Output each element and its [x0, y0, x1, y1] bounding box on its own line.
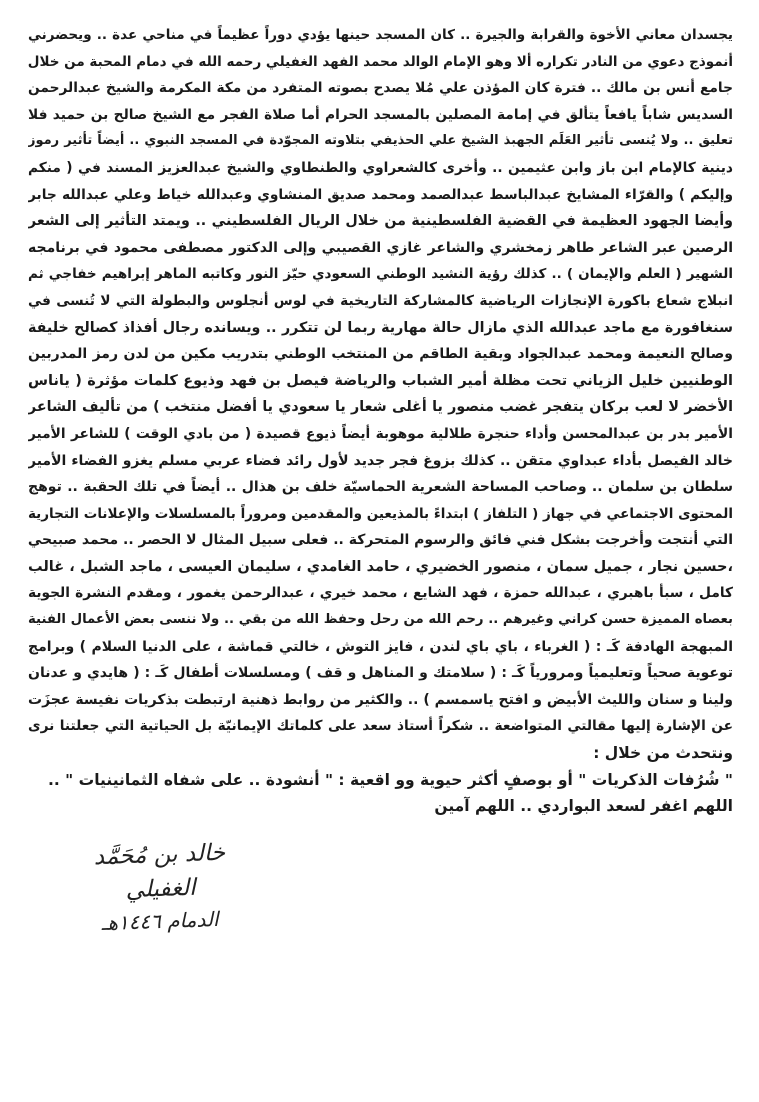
article-line: توعوية صحياً وتعليمياً ومرورياً كَـ : ( سلامتك و المناهل و قف ) ومسلسلات أطفال كَـ : ( هايدي و عدنان — [28, 665, 733, 682]
article-line: ونتحدث من خلال : — [593, 744, 733, 763]
article-line: التي أنتجت وأخرجت بشكل فني فائق والرسوم المتحركة .. فعلى سبيل المثال لا الحصر .. محمد صبيحي — [28, 532, 733, 549]
article-line: الرصين عبر الشاعر طاهر زمخشري والشاعر غازي القصيبي وإلى الدكتور مصطفى محمود في برنامجه — [28, 239, 733, 256]
article-line: تعليق .. ولا يُنسى تأثير العَلَم الجهبذ الشيخ علي الحذيفي بتلاوته المجوّدة في المسجد النبوي .. أيضاً تأثير رموز — [28, 133, 733, 149]
article-line: سنغافورة مع ماجد عبدالله الذي مازال حالة مهارية ربما لن تتكرر .. ويسانده رجال أفذاذ كصالح خليفة — [28, 319, 733, 336]
article-line: السديس شاباً يافعاً يتألق في إمامة المصلين بالمسجد الحرام أما صلاة الفجر مع الشيخ صالح بن حميد فلا — [28, 106, 733, 123]
article-line: أنموذج دعوي من النادر تكراره ألا وهو الإمام الوالد محمد الفهد الغفيلي رحمه الله في دمام المحبة من خلال — [28, 53, 733, 70]
article-line: جامع أنس بن مالك .. فترة كان المؤذن علي مُلا يصدح بصوته المتفرد من مكة المكرمة والشيخ عبدالرحمن — [28, 80, 733, 97]
article-line: وأيضا الجهود العظيمة في القضية الفلسطينية من خلال الريال الفلسطيني .. ويمتد التأثير إلى الشعر — [28, 213, 733, 230]
article-line: انبلاج شعاع باكورة الإنجازات الرياضية كالمشاركة التاريخية في لوس أنجلوس والبطولة التي لا تُنسى في — [28, 292, 733, 309]
article-line: خالد الفيصل بأداء عبداوي متقن .. كذلك بزوغ فجر جديد لأول رائد فضاء عربي مسلم يغزو الفضاء الأمير — [28, 452, 733, 469]
signature — [60, 838, 260, 936]
article-line: المحتوى الاجتماعي في جهاز ( التلفاز ) ابتداءً بالمذيعين والمقدمين ومروراً بالمسلسلات والإعلانات التجارية — [28, 505, 733, 522]
article-body — [28, 22, 733, 820]
article-line: ،حسين نجار ، جميل سمان ، منصور الخضيري ، حامد الغامدي ، سليمان العيسى ، ماجد الشبل ، غالب — [28, 558, 733, 575]
article-line: دينية كالإمام ابن باز وابن عثيمين .. وأخرى كالشعراوي والطنطاوي والشيخ عبدالعزيز المسند في ( منكم — [28, 159, 733, 176]
article-line: الشهير ( العلم والإيمان ) .. كذلك رؤية النشيد الوطني السعودي حيّز النور وكاتبه الماهر إبراهيم خفاجي ثم — [28, 266, 733, 283]
article-line: الأخضر لا لعب بركان يتفجر غضب منصور يا أغلى شعار يا سعودي يا أفضل منتخب ) من تأليف الشاعر — [28, 399, 733, 416]
article-line: الوطنيين خليل الزياني تحت مظلة أمير الشباب والرياضة فيصل بن فهد وذيوع كلمات مؤثرة ( ياناس — [28, 372, 733, 389]
article-line: يجسدان معاني الأخوة والقرابة والجيرة .. كان المسجد حينها يؤدي دوراً عظيماً في مناحي عدة .. ويحضرني — [28, 27, 733, 43]
article-line: وإليكم ) والقرّاء المشايخ عبدالباسط عبدالصمد ومحمد صديق المنشاوي وعبدالله خياط وعلي عبدالله جابر — [28, 186, 733, 203]
article-line: اللهم اغفر لسعد البواردي .. اللهم آمين — [434, 797, 733, 816]
article-line: المبهجة الهادفة كَـ : ( الغرباء ، باي باي لندن ، فايز التوش ، خالتي قماشة ، على الدنيا السلام ) وبرامج — [28, 638, 733, 655]
signature-place-date: الدمام ١٤٤٦هـ — [101, 906, 219, 936]
article-line: سلطان بن سلمان .. وصاحب المساحة الشعرية الحماسيّة خلف بن هذال .. أيضاً في تلك الحقبة .. توهج — [28, 479, 733, 496]
article-line: ولينا و سنان والليث الأبيض و افتح ياسمسم ) .. والكثير من روابط ذهنية ارتبطت بذكريات نفيسة عجزَت — [28, 691, 733, 708]
signature-name: خالد بن مُحَمَّد الغفيلي — [93, 839, 226, 904]
article-line: وصالح النعيمة ومحمد عبدالجواد وبقية الطاقم من المنتخب الوطني بتدريب مكين من لدن رمز المدربين — [28, 346, 733, 363]
article-line: عن الإشارة إليها مقالتي المتواضعة .. شكراً أستاذ سعد على كلماتك الإيمانيّة بل الحياتية التي جعلتنا نرى — [28, 718, 733, 735]
article-line: بعصاه المميزة حسن كراني وغيرهم .. رحم الله من رحل وحفظ الله من بقي .. ولا ننسى بعض الأعمال الفنية — [28, 612, 733, 628]
article-line: " شُرُفات الذكريات " أو بوصفٍ أكثر حيوية وو اقعية : " أنشودة .. على شفاه الثمانينيات " .. — [48, 770, 733, 789]
article-line: الأمير بدر بن عبدالمحسن وأداء حنجرة طلالية موهوبة أيضاً ذيوع قصيدة ( من بادي الوقت ) للشاعر الأمير — [28, 425, 733, 442]
article-page — [28, 22, 733, 820]
article-line: كامل ، سبأ باهبري ، عبدالله حمزة ، فهد الشايع ، محمد خيري ، عبدالرحمن يغمور ، ومقدم النشرة الجوية — [28, 585, 733, 602]
